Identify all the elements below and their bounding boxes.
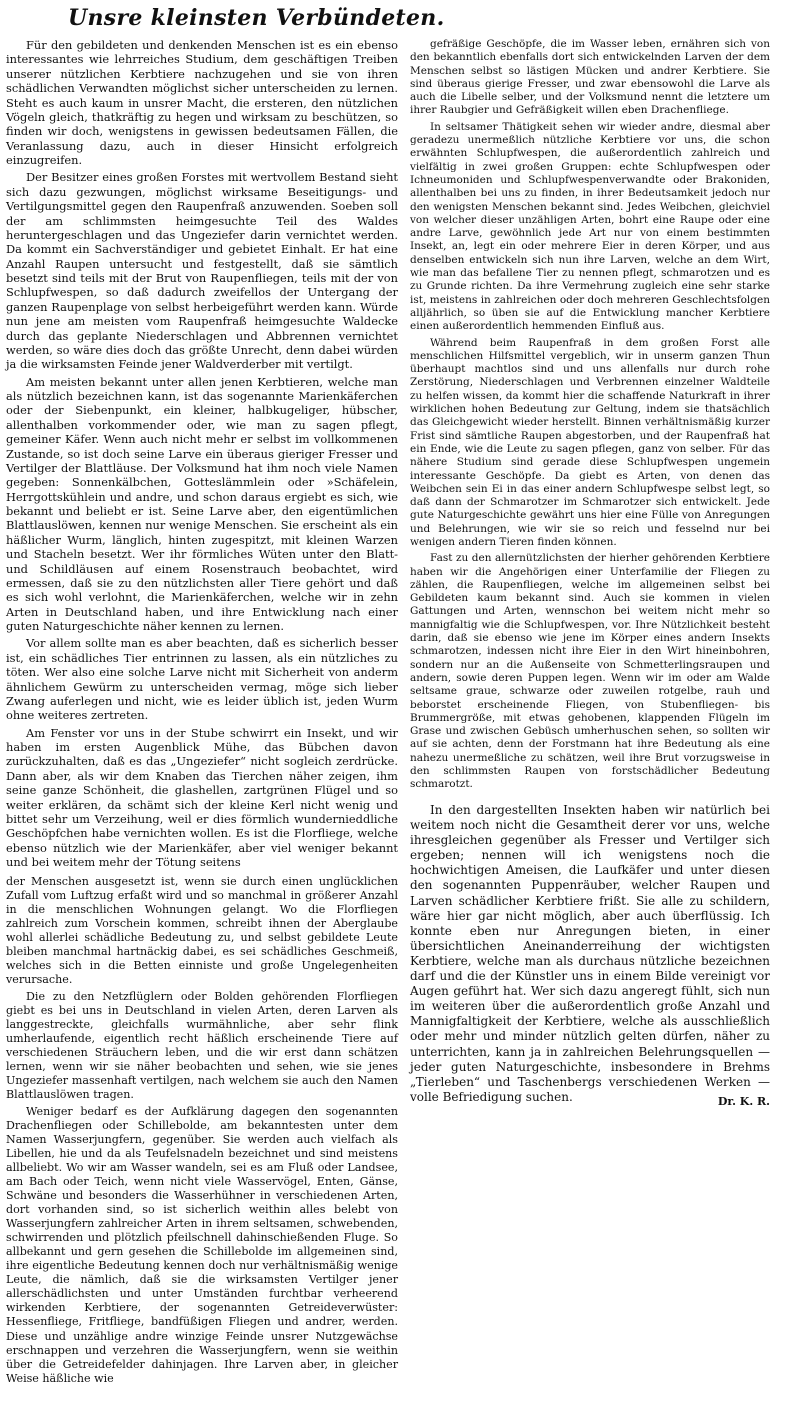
column-left-bottom (6, 875, 398, 1399)
column-right-top (410, 38, 770, 798)
column-right-bottom (410, 803, 770, 1119)
paragraph: gefräßige Geschöpfe, die im Wasser leben, ernähren sich von den bekanntlich ebenfalls dort sich entwickelnden Larven der dem Menschen selbst so lästigen Mücken und andrer Kerbtiere. Sie sind überaus gierige Fresser, und zwar ebensowohl die Larve als auch die Libelle selber, und der Volksmund nennt die letztere um ihrer Raubgier und Gefräßigkeit willen eben Drachenfliege. (410, 38, 770, 117)
paragraph: der Menschen ausgesetzt ist, wenn sie durch einen unglücklichen Zufall vom Luftzug erfaßt wird und so manchmal in größerer Anzahl in die menschlichen Wohnungen gelangt. Wo die Florfliegen zahlreich zum Vorschein kommen, schreibt ihnen der Aberglaube wohl allerlei schädliche Bedeutung zu, und selbst gebildete Leute bleiben manchmal hartnäckig dabei, es sei schädliches Geschmeiß, welches sich in die Betten einniste und große Ungelegenheiten verursache. (6, 875, 398, 987)
paragraph: Während beim Raupenfraß in dem großen Forst alle menschlichen Hilfsmittel vergeblich, wir in unserm ganzen Thun überhaupt machtlos sind und uns allenfalls nur durch rohe Zerstörung, Niederschlagen und Verbrennen einzelner Waldteile zu helfen wissen, da kommt hier die schaffende Naturkraft in ihrer wirklichen hohen Bedeutung zur Geltung, indem sie thatsächlich das Gleichgewicht wieder herstellt. Binnen verhältnismäßig kurzer Frist sind sämtliche Raupen abgestorben, und der Raupenfraß hat ein Ende, wie die Leute zu sagen pflegen, ganz von selber. Für das nähere Studium sind gerade diese Schlupfwespen ungemein interessante Geschöpfe. Da giebt es Arten, von denen das Weibchen sein Ei in das einer andern Schlupfwespe selbst legt, so daß dann der Schmarotzer im Schmarotzer sich entwickelt. Jede gute Naturgeschichte gewährt uns hier eine Fülle von Anregungen und Belehrungen, wie wir sie so reich und fesselnd nur bei wenigen andern Tieren finden können. (410, 336, 770, 548)
paragraph: In den dargestellten Insekten haben wir natürlich bei weitem noch nicht die Gesamtheit derer vor uns, welche ihresgleichen gegenüber als Fresser und Vertilger sich ergeben; nennen will ich wenigstens noch die hochwichtigen Ameisen, die Laufkäfer und unter diesen den sogenannten Puppenräuber, welcher Raupen und Larven schädlicher Kerbtiere frißt. Sie alle zu schildern, wäre hier gar nicht möglich, aber auch überflüssig. Ich konnte eben nur Anregungen bieten, in einer übersichtlichen Aneinanderreihung der wichtigsten Kerbtiere, welche man als durchaus nützliche bezeichnen darf und die der Künstler uns in einem Bilde vereinigt vor Augen geführt hat. Wer sich dazu angeregt fühlt, sich nun im weiteren über die außerordentlich große Anzahl und Mannigfaltigkeit der Kerbtiere, welche als ausschließlich oder mehr und minder nützlich gelten dürfen, näher zu unterrichten, kann ja in zahlreichen Belehrungsquellen — jeder guten Naturgeschichte, insbesondere in Brehms „Tierleben“ und Taschenbergs verschiedenen Werken — volle Befriedigung suchen. (410, 803, 770, 1104)
paragraph: Vor allem sollte man es aber beachten, daß es sicherlich besser ist, ein schädliches Tier entrinnen zu lassen, als ein nützliches zu töten. Wer also eine solche Larve nicht mit Sicherheit von anderm ähnlichem Gewürm zu unterscheiden vermag, möge sich lieber Zwang auferlegen und nicht, wie es leider üblich ist, jeden Wurm ohne weiteres zertreten. (6, 636, 398, 723)
column-left-top (6, 38, 398, 874)
paragraph: Weniger bedarf es der Aufklärung dagegen den sogenannten Drachenfliegen oder Schillebolde, am bekanntesten unter dem Namen Wasserjungfern, gegenüber. Sie werden auch vielfach als Libellen, hie und da als Teufelsnadeln bezeichnet und sind meistens allbeliebt. Wo wir am Wasser wandeln, sei es am Fluß oder Landsee, am Bach oder Teich, wenn nicht viele Wasservögel, Enten, Gänse, Schwäne und besonders die Wasserhühner in verschiedenen Arten, dort vorhanden sind, so ist sicherlich weithin alles belebt von Wasserjungfern zahlreicher Arten in ihrem seltsamen, schwebenden, schwirrenden und plötzlich pfeilschnell dahinschießenden Fluge. So allbekannt und gern gesehen die Schillebolde im allgemeinen sind, ihre eigentliche Bedeutung kennen doch nur verhältnismäßig wenige Leute, die nämlich, daß sie die wirksamsten Vertilger jener allerschädlichsten und unter Umständen furchtbar verheerend wirkenden Kerbtiere, der sogenannten Getreideverwüster: Hessenfliege, Fritfliege, bandfüßigen Fliegen und andrer, werden. Diese und unzählige andre winzige Feinde unsrer Nutzgewächse erschnappen und verzehren die Wasserjungfern, wenn sie weithin über die Getreidefelder dahinjagen. Ihre Larven aber, in gleicher Weise häßliche wie (6, 1105, 398, 1385)
paragraph: Der Besitzer eines großen Forstes mit wertvollem Bestand sieht sich dazu gezwungen, möglichst wirksame Beseitigungs- und Vertilgungsmittel gegen den Raupenfraß anzuwenden. Soeben soll der am schlimmsten heimgesuchte Teil des Waldes heruntergeschlagen und das Ungeziefer darin vernichtet werden. Da kommt ein Sachverständiger und gebietet Einhalt. Er hat eine Anzahl Raupen untersucht und festgestellt, daß sie sämtlich besetzt sind teils mit der Brut von Raupenfliegen, teils mit der von Schlupfwespen, so daß dadurch zweifellos der Untergang der ganzen Raupenplage von selbst herbeigeführt werden kann. Würde nun jene am meisten vom Raupenfraß heimgesuchte Waldecke durch das geplante Niederschlagen und Abbrennen vernichtet werden, so wäre dies doch das größte Unrecht, denn dabei würden ja die wirksamsten Feinde jener Waldverderber mit vertilgt. (6, 170, 398, 372)
paragraph: Die zu den Netzflüglern oder Bolden gehörenden Florfliegen giebt es bei uns in Deutschland in vielen Arten, deren Larven als langgestreckte, gleichfalls wurmähnliche, aber sehr flink umherlaufende, eigentlich recht häßlich erscheinende Tiere auf verschiedenen Sträuchern leben, und die wir erst dann schätzen lernen, wenn wir sie näher beobachten und sehen, wie sie jenes Ungeziefer massenhaft vertilgen, nach welchem sie auch den Namen Blattlauslöwen tragen. (6, 990, 398, 1102)
paragraph: Für den gebildeten und denkenden Menschen ist es ein ebenso interessantes wie lehrreiches Studium, dem geschäftigen Treiben unserer nützlichen Kerbtiere nachzugehen und sie von ihren schädlichen Verwandten möglichst sicher unterscheiden zu lernen. Steht es auch kaum in unsrer Macht, die ersteren, den nützlichen Vögeln gleich, thatkräftig zu hegen und wirksam zu beschützen, so finden wir doch, wenigstens in gewissen bedeutsamen Fällen, die Veranlassung dazu, auch in dieser Hinsicht erfolgreich einzugreifen. (6, 38, 398, 167)
paragraph: Am Fenster vor uns in der Stube schwirrt ein Insekt, und wir haben im ersten Augenblick Mühe, das Bübchen davon zurückzuhalten, daß es das „Ungeziefer“ nicht sogleich zerdrücke. Dann aber, als wir dem Knaben das Tierchen näher zeigen, ihm seine ganze Schönheit, die glashellen, zartgrünen Flügel und so weiter erklären, da schämt sich der kleine Kerl nicht wenig und bittet sehr um Verzeihung, weil er dies förmlich wundernieddliche Geschöpfchen habe vernichten wollen. Es ist die Florfliege, welche ebenso nützlich wie der Marienkäfer, aber viel weniger bekannt und bei weitem mehr der Tötung seitens (6, 725, 398, 869)
paragraph: Fast zu den allernützlichsten der hierher gehörenden Kerbtiere haben wir die Angehörigen einer Unterfamilie der Fliegen zu zählen, die Raupenfliegen, welche im allgemeinen selbst bei Gebildeten kaum bekannt sind. Auch sie kommen in vielen Gattungen und Arten, wennschon bei weitem nicht mehr so mannigfaltig wie die Schlupfwespen, vor. Ihre Nützlichkeit besteht darin, daß sie ebenso wie jene im Körper eines andern Insekts schmarotzen, indessen nicht ihre Eier in den Wirt hineinbohren, sondern nur an die Außenseite von Schmetterlingsraupen und andern, sowie deren Puppen legen. Wenn wir im oder am Walde seltsame graue, schwarze oder zuweilen rotgelbe, rauh und beborstet erscheinende Fliegen, von Stubenfliegen- bis Brummergröße, mit etwas gehobenen, klappenden Flügeln im Grase und zwischen Gebüsch umherhuschen sehen, so sollten wir auf sie achten, denn der Forstmann hat ihre Bedeutung als eine nahezu unermeßliche zu schätzen, weil ihre Brut vorzugsweise in den schlimmsten Raupen von forstschädlicher Bedeutung schmarotzt. (410, 552, 770, 791)
paragraph: Am meisten bekannt unter allen jenen Kerbtieren, welche man als nützlich bezeichnen kann, ist das sogenannte Marienkäferchen oder der Siebenpunkt, ein kleiner, halbkugeliger, hübscher, allenthalben vorkommender oder, wie man zu sagen pflegt, gemeiner Käfer. Wenn auch nicht mehr er selbst im vollkommenen Zustande, so ist doch seine Larve ein überaus gieriger Fresser und Vertilger der Blattläuse. Der Volksmund hat ihm noch viele Namen gegeben: Sonnenkälbchen, Gotteslämmlein oder »Schäfelein, Herrgottskühlein und andre, und schon daraus ergiebt es sich, wie bekannt und beliebt er ist. Seine Larve aber, den eigentümlichen Blattlauslöwen, kennen nur wenige Menschen. Sie erscheint als ein häßlicher Wurm, länglich, hinten zugespitzt, mit kleinen Warzen und Stacheln besetzt. Wer ihr förmliches Wüten unter den Blatt- und Schildläusen auf einem Rosenstrauch beobachtet, wird ermessen, daß sie zu den nützlichsten aller Tiere gehört und daß es sich wohl verlohnt, die Marienkäferchen, welche wir in zehn Arten in Deutschland haben, und ihre Entwicklung nach einer guten Naturgeschichte näher kennen zu lernen. (6, 374, 398, 633)
article-title: Unsre kleinsten Verbündeten. (68, 5, 445, 31)
author-signature: Dr. K. R. (717, 1094, 770, 1108)
paragraph: In seltsamer Thätigkeit sehen wir wieder andre, diesmal aber geradezu unermeßlich nützliche Kerbtiere vor uns, die schon erwähnten Schlupfwespen, die außerordentlich zahlreich und vielfältig in zwei großen Gruppen: echte Schlupfwespen oder Ichneumoniden und Schlupfwespenverwandte oder Brakoniden, allenthalben bei uns zu finden, in ihrer Bedeutsamkeit jedoch nur den wenigsten Menschen bekannt sind. Jedes Weibchen, gleichviel von welcher dieser unzähligen Arten, bohrt eine Raupe oder eine andre Larve, gewöhnlich jede Art nur von einem bestimmten Insekt, an, legt ein oder mehrere Eier in deren Körper, und aus denselben entwickeln sich nun ihre Larven, welche an dem Wirt, wie man das befallene Tier zu nennen pflegt, schmarotzen und es zu Grunde richten. Da ihre Vermehrung zugleich eine sehr starke ist, meistens in zahlreichen oder doch mehreren Geschlechtsfolgen alljährlich, so üben sie auf die Entwicklung mancher Kerbtiere einen außerordentlich hemmenden Einfluß aus. (410, 120, 770, 333)
